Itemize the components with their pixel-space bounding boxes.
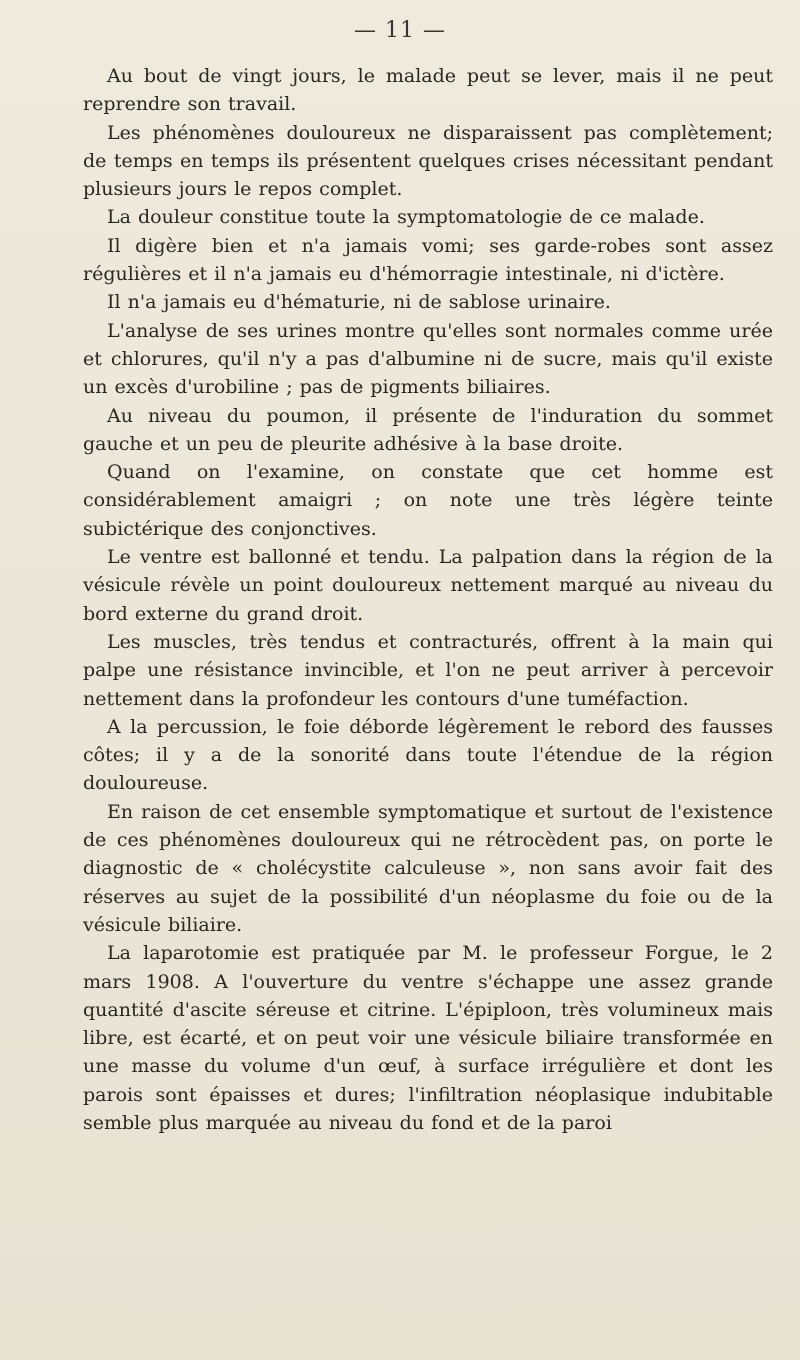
paragraph: Au niveau du poumon, il présente de l'induration du sommet gauche et un peu de pleurite adhésive à la base droite. xyxy=(83,404,773,455)
paragraph: Les muscles, très tendus et contracturés, offrent à la main qui palpe une résistance invincible, et l'on ne peut arriver à percevoir nettement dans la profondeur les contours d'une tuméfaction. xyxy=(83,630,773,710)
paragraph: Quand on l'examine, on constate que cet homme est considérablement amaigri ; on note une très légère teinte subictérique des conjonctives. xyxy=(83,461,773,540)
paragraph: En raison de cet ensemble symptomatique et surtout de l'existence de ces phénomènes douloureux qui ne rétrocèdent pas, on porte le diagnostic de « cholécystite calculeuse », non sans avoir fait des réserves au sujet de la possibilité d'un néoplasme du foie ou de la vésicule biliaire. xyxy=(83,800,773,936)
paragraph: L'analyse de ses urines montre qu'elles sont normales comme urée et chlorures, qu'il n'y a pas d'albumine ni de sucre, mais qu'il existe un excès d'urobiline ; pas de pigments biliaires. xyxy=(83,319,773,399)
paragraph: La laparotomie est pratiquée par M. le professeur Forgue, le 2 mars 1908. A l'ouverture du ventre s'échappe une assez grande quantité d'ascite séreuse et citrine. L'épiploon, très volumineux mais libre, est écarté, et on peut voir une vésicule biliaire transformée en une masse du volume d'un œuf, à surface irrégulière et dont les parois sont épaisses et dures; l'infiltration néoplasique indubitable semble plus marquée au niveau du fond et de la paroi xyxy=(83,942,773,1134)
paragraph: Il n'a jamais eu d'hématurie, ni de sablose urinaire. xyxy=(107,291,611,314)
page-number: — 11 — xyxy=(354,18,446,43)
paragraph: A la percussion, le foie déborde légèrement le rebord des fausses côtes; il y a de la sonorité dans toute l'étendue de la région douloureuse. xyxy=(83,715,773,795)
paragraph: Les phénomènes douloureux ne disparaissent pas complètement; de temps en temps ils présentent quelques crises nécessitant pendant plusieurs jours le repos complet. xyxy=(83,121,773,201)
paragraph: Le ventre est ballonné et tendu. La palpation dans la région de la vésicule révèle un point douloureux nettement marqué au niveau du bord externe du grand droit. xyxy=(83,546,773,625)
paragraph: Il digère bien et n'a jamais vomi; ses garde-robes sont assez régulières et il n'a jamais eu d'hémorragie intestinale, ni d'ictère. xyxy=(83,234,773,286)
body-text xyxy=(83,62,773,1137)
paragraph: Au bout de vingt jours, le malade peut se lever, mais il ne peut reprendre son travail. xyxy=(83,65,773,116)
paragraph: La douleur constitue toute la symptomatologie de ce malade. xyxy=(107,206,705,229)
